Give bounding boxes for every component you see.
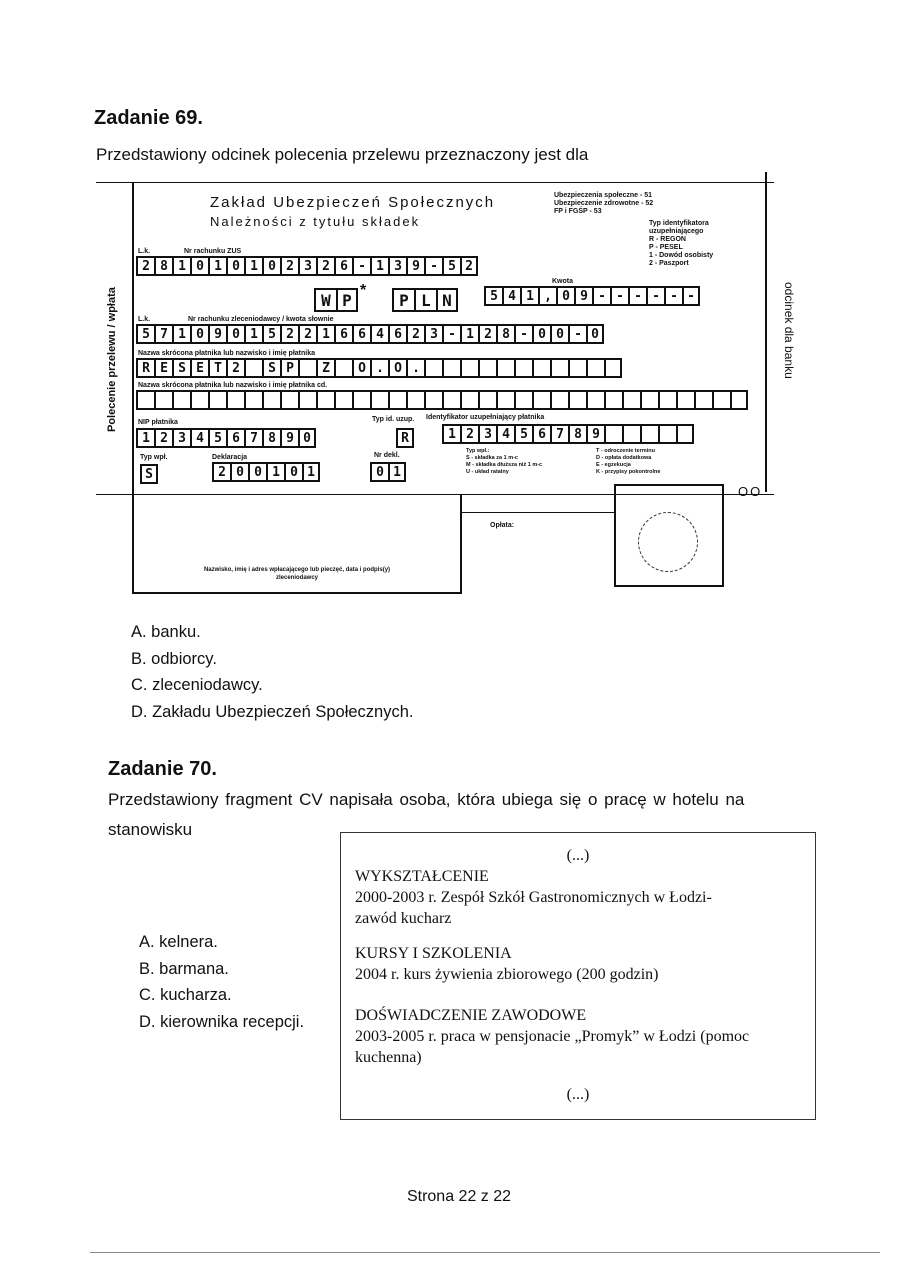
cv-experience-line: 2003-2005 r. praca w pensjonacie „Promyk” w Łodzi (pomoc	[355, 1028, 750, 1045]
form-cell	[604, 424, 622, 444]
form-cell-empty	[622, 390, 640, 410]
answer-option[interactable]: B. barmana.	[139, 959, 229, 978]
form-cell: 0	[298, 428, 316, 448]
typ-wpl-legend-item: D - opłata dodatkowa	[596, 455, 652, 461]
form-cell: P	[336, 288, 358, 312]
form-cell-empty	[226, 390, 244, 410]
form-cell: 1	[172, 256, 190, 276]
form-cell-empty	[532, 390, 550, 410]
transfer-form	[96, 172, 796, 594]
amount-label: Kwota	[552, 278, 573, 285]
form-cell: 1	[244, 256, 262, 276]
form-cell: -	[592, 286, 610, 306]
form-cell-empty	[640, 390, 658, 410]
form-cell: -	[352, 256, 370, 276]
form-cell: R	[396, 428, 414, 448]
payer-name-label: Nazwa skrócona płatnika lub nazwisko i imię płatnika	[138, 350, 315, 357]
typ-wpl-legend-item: U - układ ratalny	[466, 469, 509, 475]
form-cell: .	[406, 358, 424, 378]
form-cell: 6	[226, 428, 244, 448]
currency-cells-wp	[314, 288, 358, 308]
answer-option[interactable]: B. odbiorcy.	[131, 649, 217, 668]
form-cell: -	[664, 286, 682, 306]
side-label-right: odcinek dla banku	[782, 282, 796, 379]
form-cell: 5	[514, 424, 532, 444]
deklaracja-cells	[212, 462, 320, 482]
form-cell: 6	[532, 424, 550, 444]
stamp-circle	[638, 512, 698, 572]
answer-option[interactable]: D. kierownika recepcji.	[139, 1012, 305, 1031]
form-cell: 9	[406, 256, 424, 276]
zus-account-cells	[136, 256, 478, 276]
form-cell	[514, 358, 532, 378]
cv-education-title: WYKSZTAŁCENIE	[355, 868, 489, 885]
form-cell	[640, 424, 658, 444]
cv-education-line: zawód kucharz	[355, 910, 452, 927]
form-cell: 8	[496, 324, 514, 344]
signature-label: Nazwisko, imię i adres wpłacającego lub pieczęć, data i podpis(y) zleceniodawcy	[203, 567, 391, 581]
id-type-item: P - PESEL	[649, 244, 683, 251]
form-cell-empty	[172, 390, 190, 410]
task70-answers	[139, 929, 304, 1035]
form-cell	[424, 358, 442, 378]
task69-title: Zadanie 69.	[94, 107, 203, 129]
form-cell: 1	[520, 286, 538, 306]
form-cell: 0	[190, 324, 208, 344]
typ-wpl-legend-item: K - przypisy pokontrolne	[596, 469, 661, 475]
form-cell: 0	[190, 256, 208, 276]
form-cell-empty	[190, 390, 208, 410]
task70-title: Zadanie 70.	[108, 758, 217, 780]
form-cell: 2	[280, 324, 298, 344]
side-label-left: Polecenie przelewu / wpłata	[106, 287, 118, 432]
form-cell: 6	[334, 324, 352, 344]
form-cell: -	[514, 324, 532, 344]
footer-rule	[90, 1252, 880, 1253]
typ-wpl-label: Typ wpł.	[140, 454, 168, 461]
form-cell-empty	[370, 390, 388, 410]
form-cell: O	[352, 358, 370, 378]
form-cell: N	[436, 288, 458, 312]
form-cell: 0	[586, 324, 604, 344]
form-header-subtitle: Należności z tytułu składek	[210, 214, 421, 229]
form-cell	[334, 358, 352, 378]
form-cell: 5	[484, 286, 502, 306]
lk-label-2: L.k.	[138, 316, 151, 323]
answer-option[interactable]: C. zleceniodawcy.	[131, 676, 263, 694]
form-cell-empty	[388, 390, 406, 410]
form-cell: ,	[538, 286, 556, 306]
form-cell: 4	[502, 286, 520, 306]
form-cell-empty	[334, 390, 352, 410]
oo-label: OO	[738, 484, 763, 499]
form-cell-empty	[496, 390, 514, 410]
form-cell-empty	[262, 390, 280, 410]
form-cell	[604, 358, 622, 378]
zus-account-label: Nr rachunku ZUS	[184, 248, 242, 255]
payer-name-cells	[136, 358, 622, 378]
cv-courses-title: KURSY I SZKOLENIA	[355, 945, 512, 962]
form-cell: P	[280, 358, 298, 378]
cv-courses-line: 2004 r. kurs żywienia zbiorowego (200 godzin)	[355, 966, 659, 983]
payer-name-cont-cells	[136, 390, 748, 410]
insurance-type: Ubezpieczenie zdrowotne - 52	[554, 200, 654, 207]
form-cell: -	[610, 286, 628, 306]
form-cell: 8	[262, 428, 280, 448]
form-cell-empty	[136, 390, 154, 410]
nr-dekl-label: Nr dekl.	[374, 452, 400, 459]
cv-ellipsis-bottom: (...)	[566, 1086, 590, 1103]
form-cell: -	[646, 286, 664, 306]
form-cell-empty	[298, 390, 316, 410]
form-cell: 8	[154, 256, 172, 276]
form-cell: 0	[370, 462, 388, 482]
form-cell: 0	[248, 462, 266, 482]
form-cell: 0	[230, 462, 248, 482]
form-cell: 0	[550, 324, 568, 344]
form-cell: 4	[190, 428, 208, 448]
id-type-legend	[649, 220, 759, 268]
form-cell: 3	[478, 424, 496, 444]
form-cell: T	[208, 358, 226, 378]
form-cell: 1	[302, 462, 320, 482]
form-cell: 4	[370, 324, 388, 344]
nr-dekl-cells	[370, 462, 406, 482]
form-header-title: Zakład Ubezpieczeń Społecznych	[210, 194, 496, 211]
form-cell: 3	[298, 256, 316, 276]
form-cell-empty	[316, 390, 334, 410]
id-type-item: 1 - Dowód osobisty	[649, 252, 714, 259]
form-cell: 3	[388, 256, 406, 276]
form-cell	[496, 358, 514, 378]
form-cell-empty	[460, 390, 478, 410]
form-cell: 7	[244, 428, 262, 448]
typ-wpl-legend-item: S - składka za 1 m-c	[466, 455, 518, 461]
form-cell: 7	[154, 324, 172, 344]
task70-question-line2: stanowisku	[108, 820, 193, 839]
page-number: Strona 22 z 22	[406, 1188, 512, 1205]
supp-id-label: Identyfikator uzupełniający płatnika	[426, 414, 545, 421]
payer-account-cells	[136, 324, 604, 344]
task70-question-line1: Przedstawiony fragment CV napisała osoba, która ubiega się o pracę w hotelu na	[108, 790, 745, 809]
task69-question: Przedstawiony odcinek polecenia przelewu przeznaczony jest dla	[96, 145, 589, 164]
form-cell-empty	[208, 390, 226, 410]
form-cell: 1	[370, 256, 388, 276]
cv-education-line: 2000-2003 r. Zespół Szkół Gastronomicznych w Łodzi-	[355, 889, 712, 906]
form-cell	[442, 358, 460, 378]
form-cell-empty	[424, 390, 442, 410]
form-cell	[244, 358, 262, 378]
form-cell: .	[370, 358, 388, 378]
form-cell: 3	[424, 324, 442, 344]
id-type-legend-title: Typ identyfikatora uzupełniającego	[649, 220, 709, 235]
form-cell: 1	[388, 462, 406, 482]
form-cell: 5	[208, 428, 226, 448]
form-cell: 0	[226, 256, 244, 276]
form-cell: 0	[556, 286, 574, 306]
form-cell: 2	[154, 428, 172, 448]
fee-label: Opłata:	[490, 522, 515, 529]
form-cell-empty	[694, 390, 712, 410]
form-cell: 2	[316, 256, 334, 276]
form-cell	[658, 424, 676, 444]
payer-account-label: Nr rachunku zleceniodawcy / kwota słownie	[188, 316, 334, 323]
form-cell	[550, 358, 568, 378]
form-cell: E	[154, 358, 172, 378]
form-cell: 1	[266, 462, 284, 482]
form-cell: 1	[442, 424, 460, 444]
typ-wpl-cell	[140, 464, 158, 484]
currency-asterisk: *	[360, 282, 367, 299]
form-cell: S	[262, 358, 280, 378]
typ-wpl-legend-title: Typ wpł.:	[466, 448, 490, 454]
supp-id-cells	[442, 424, 694, 444]
insurance-type: FP i FGŚP - 53	[554, 208, 602, 215]
form-cell: L	[414, 288, 436, 312]
form-cell-empty	[154, 390, 172, 410]
form-cell: 1	[460, 324, 478, 344]
form-cell: 5	[262, 324, 280, 344]
form-cell-empty	[586, 390, 604, 410]
form-cell-empty	[658, 390, 676, 410]
form-cell-empty	[352, 390, 370, 410]
typ-wpl-legend-item: M - składka dłuższa niż 1 m-c	[466, 462, 543, 468]
form-cell-empty	[712, 390, 730, 410]
form-cell: 2	[280, 256, 298, 276]
form-cell: 3	[172, 428, 190, 448]
answer-option[interactable]: D. Zakładu Ubezpieczeń Społecznych.	[131, 702, 414, 721]
form-cell: 2	[460, 424, 478, 444]
form-cell: S	[172, 358, 190, 378]
form-cell: 2	[460, 256, 478, 276]
id-type-item: R - REGON	[649, 236, 686, 243]
form-cell-empty	[478, 390, 496, 410]
form-cell: 2	[212, 462, 230, 482]
form-cell: 2	[298, 324, 316, 344]
form-cell: 1	[244, 324, 262, 344]
payer-name-cont-label: Nazwa skrócona płatnika lub nazwisko i imię płatnika cd.	[138, 382, 328, 389]
typ-wpl-legend-item: T - odroczenie terminu	[596, 448, 655, 454]
form-cell: -	[424, 256, 442, 276]
form-cell: 9	[208, 324, 226, 344]
form-cell: -	[442, 324, 460, 344]
deklaracja-label: Deklaracja	[212, 454, 248, 461]
form-cell: 1	[136, 428, 154, 448]
form-cell-empty	[406, 390, 424, 410]
form-cell: -	[628, 286, 646, 306]
form-cell-empty	[568, 390, 586, 410]
form-cell: 6	[388, 324, 406, 344]
form-cell: 0	[262, 256, 280, 276]
form-cell: 9	[574, 286, 592, 306]
form-cell-empty	[442, 390, 460, 410]
form-cell: 2	[406, 324, 424, 344]
form-cell: 0	[532, 324, 550, 344]
form-cell-empty	[244, 390, 262, 410]
form-cell: -	[568, 324, 586, 344]
id-type-label: Typ id. uzup.	[372, 416, 415, 423]
insurance-types	[554, 192, 653, 216]
cv-ellipsis-top: (...)	[566, 847, 590, 864]
form-cell: -	[682, 286, 700, 306]
form-cell: 1	[208, 256, 226, 276]
form-cell: 5	[442, 256, 460, 276]
typ-wpl-legend-2	[596, 448, 660, 476]
form-cell: P	[392, 288, 414, 312]
currency-cells-pln	[392, 288, 458, 308]
form-cell: 1	[172, 324, 190, 344]
form-cell: 2	[226, 358, 244, 378]
insurance-type: Ubezpieczenia społeczne - 51	[554, 192, 653, 199]
cv-experience-title: DOŚWIADCZENIE ZAWODOWE	[355, 1007, 587, 1024]
form-cell	[460, 358, 478, 378]
form-cell: 1	[316, 324, 334, 344]
form-cell: 8	[568, 424, 586, 444]
cv-fragment	[340, 832, 816, 1120]
answer-option[interactable]: A. banku.	[131, 623, 201, 641]
form-cell: 5	[136, 324, 154, 344]
form-cell: W	[314, 288, 336, 312]
id-type-item: 2 - Paszport	[649, 260, 689, 267]
form-cell: 6	[352, 324, 370, 344]
task69-answers	[131, 619, 413, 725]
form-cell: 9	[280, 428, 298, 448]
form-cell: S	[140, 464, 158, 484]
cv-experience-line: kuchenna)	[355, 1049, 422, 1066]
form-cell-empty	[730, 390, 748, 410]
nip-label: NIP płatnika	[138, 419, 178, 426]
answer-option[interactable]: C. kucharza.	[139, 986, 232, 1004]
form-cell: Z	[316, 358, 334, 378]
form-cell-empty	[550, 390, 568, 410]
nip-cells	[136, 428, 316, 448]
form-cell: O	[388, 358, 406, 378]
form-cell: 0	[226, 324, 244, 344]
form-cell: R	[136, 358, 154, 378]
form-cell: E	[190, 358, 208, 378]
form-cell	[676, 424, 694, 444]
form-cell: 6	[334, 256, 352, 276]
typ-wpl-legend	[466, 448, 542, 476]
form-cell-empty	[604, 390, 622, 410]
form-cell	[298, 358, 316, 378]
form-cell: 9	[586, 424, 604, 444]
form-cell	[586, 358, 604, 378]
typ-wpl-legend-item: E - egzekucja	[596, 462, 631, 468]
form-cell: 7	[550, 424, 568, 444]
form-cell	[532, 358, 550, 378]
form-cell-empty	[280, 390, 298, 410]
lk-label: L.k.	[138, 248, 151, 255]
form-cell: 2	[478, 324, 496, 344]
form-cell: 0	[284, 462, 302, 482]
amount-cells	[484, 286, 700, 306]
form-cell-empty	[514, 390, 532, 410]
form-cell-empty	[676, 390, 694, 410]
form-cell	[478, 358, 496, 378]
form-cell	[568, 358, 586, 378]
form-cell: 4	[496, 424, 514, 444]
id-type-cell	[396, 428, 414, 448]
form-cell	[622, 424, 640, 444]
answer-option[interactable]: A. kelnera.	[139, 933, 218, 951]
form-cell: 2	[136, 256, 154, 276]
